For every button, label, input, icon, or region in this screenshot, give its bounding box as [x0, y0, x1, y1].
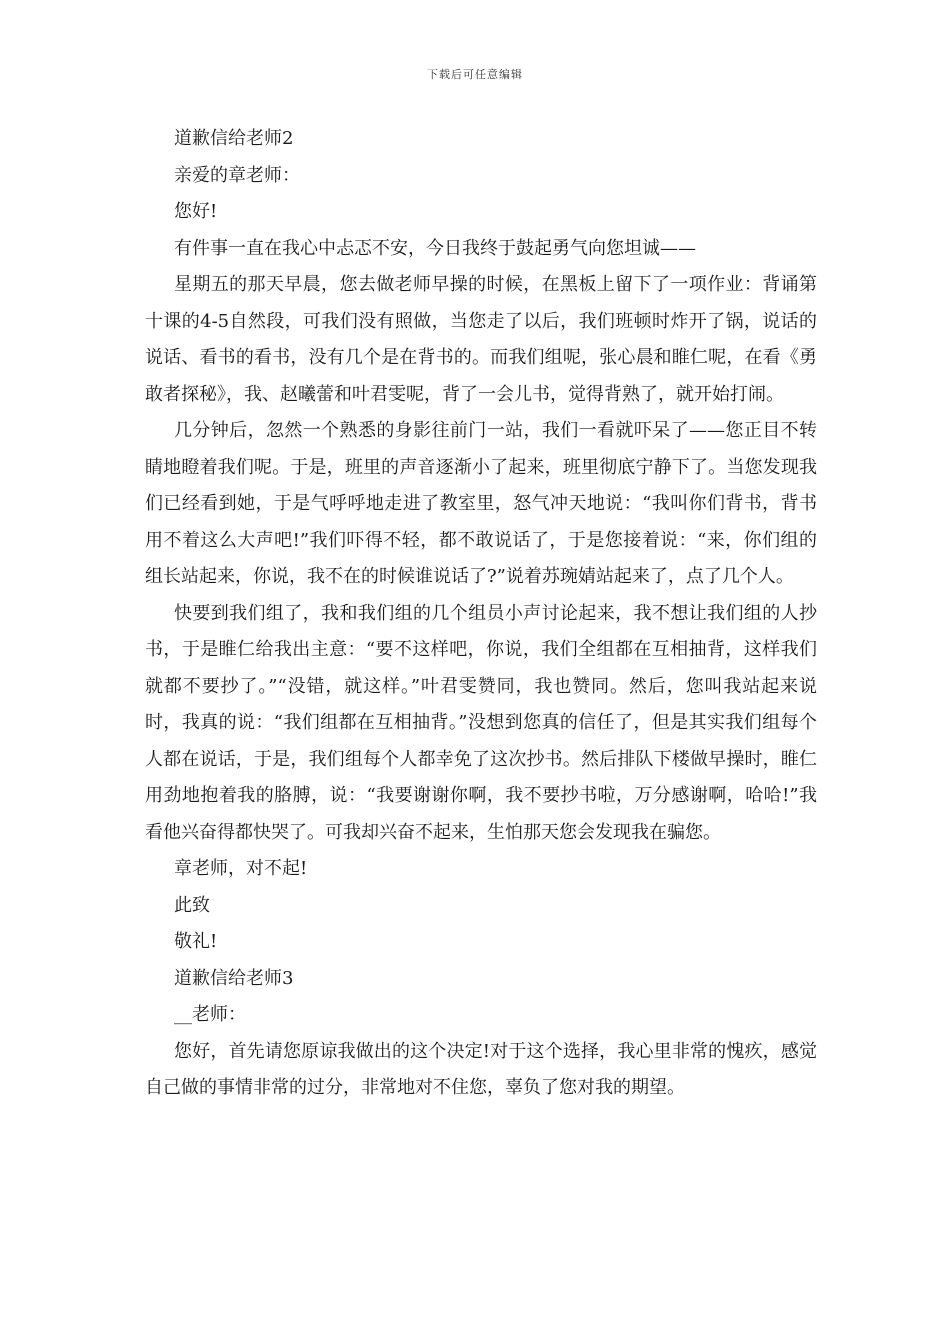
letter-2-apology: 章老师，对不起!: [174, 858, 308, 879]
letter-2-paragraph: 几分钟后，忽然一个熟悉的身影往前门一站，我们一看就吓呆了——您正目不转睛地瞪着我们呢。于是，班里的声音逐渐小了起来，班里彻底宁静下了。当您发现我们已经看到她，于是气呼呼地走进了教室里，怒气冲天地说：“我叫你们背书，背书用不着这么大声吧!”我们吓得不轻，都不敢说话了，于是您接着说：“来，你们组的组长站起来，你说，我不在的时候谁说话了?”说着苏琬婧站起来了，点了几个人。: [145, 420, 817, 587]
letter-2-paragraph: 快要到我们组了，我和我们组的几个组员小声讨论起来，我不想让我们组的人抄书，于是睢仁给我出主意：“要不这样吧，你说，我们全组都在互相抽背，这样我们就都不要抄了。”“没错，就这样。”叶君雯赞同，我也赞同。然后，您叫我站起来说时，我真的说：“我们组都在互相抽背。”没想到您真的信任了，但是其实我们组每个人都在说话，于是，我们组每个人都幸免了这次抄书。然后排队下楼做早操时，睢仁用劲地抱着我的胳膊，说：“我要谢谢你啊，我不要抄书啦，万分感谢啊，哈哈!”我看他兴奋得都快哭了。可我却兴奋不起来，生怕那天您会发现我在骗您。: [145, 602, 817, 843]
letter-2-greeting: 亲爱的章老师：: [174, 164, 300, 186]
letter-2-closing: 此致: [174, 894, 210, 916]
letter-2-title: 道歉信给老师2: [174, 128, 294, 149]
letter-3-title: 道歉信给老师3: [174, 967, 294, 989]
letter-2-hello: 您好!: [174, 201, 218, 222]
page-header: 下载后可任意编辑: [427, 68, 523, 81]
letter-3-paragraph: 您好，首先请您原谅我做出的这个决定!对于这个选择，我心里非常的愧疚，感觉自己做的事情非常的过分，非常地对不住您，辜负了您对我的期望。: [145, 1040, 817, 1098]
letter-2-salute: 敬礼!: [174, 931, 218, 952]
document-body: [145, 121, 817, 1107]
letter-3-greeting: __老师：: [174, 1004, 246, 1025]
letter-2-paragraph: 星期五的那天早晨，您去做老师早操的时候，在黑板上留下了一项作业：背诵第十课的4-5自然段，可我们没有照做，当您走了以后，我们班顿时炸开了锅，说话的说话、看书的看书，没有几个是在背书的。而我们组呢，张心晨和睢仁呢，在看《勇敢者探秘》，我、赵曦蕾和叶君雯呢，背了一会儿书，觉得背熟了，就开始打闹。: [145, 274, 817, 405]
letter-2-paragraph: 有件事一直在我心中忐忑不安，今日我终于鼓起勇气向您坦诚——: [174, 237, 696, 259]
